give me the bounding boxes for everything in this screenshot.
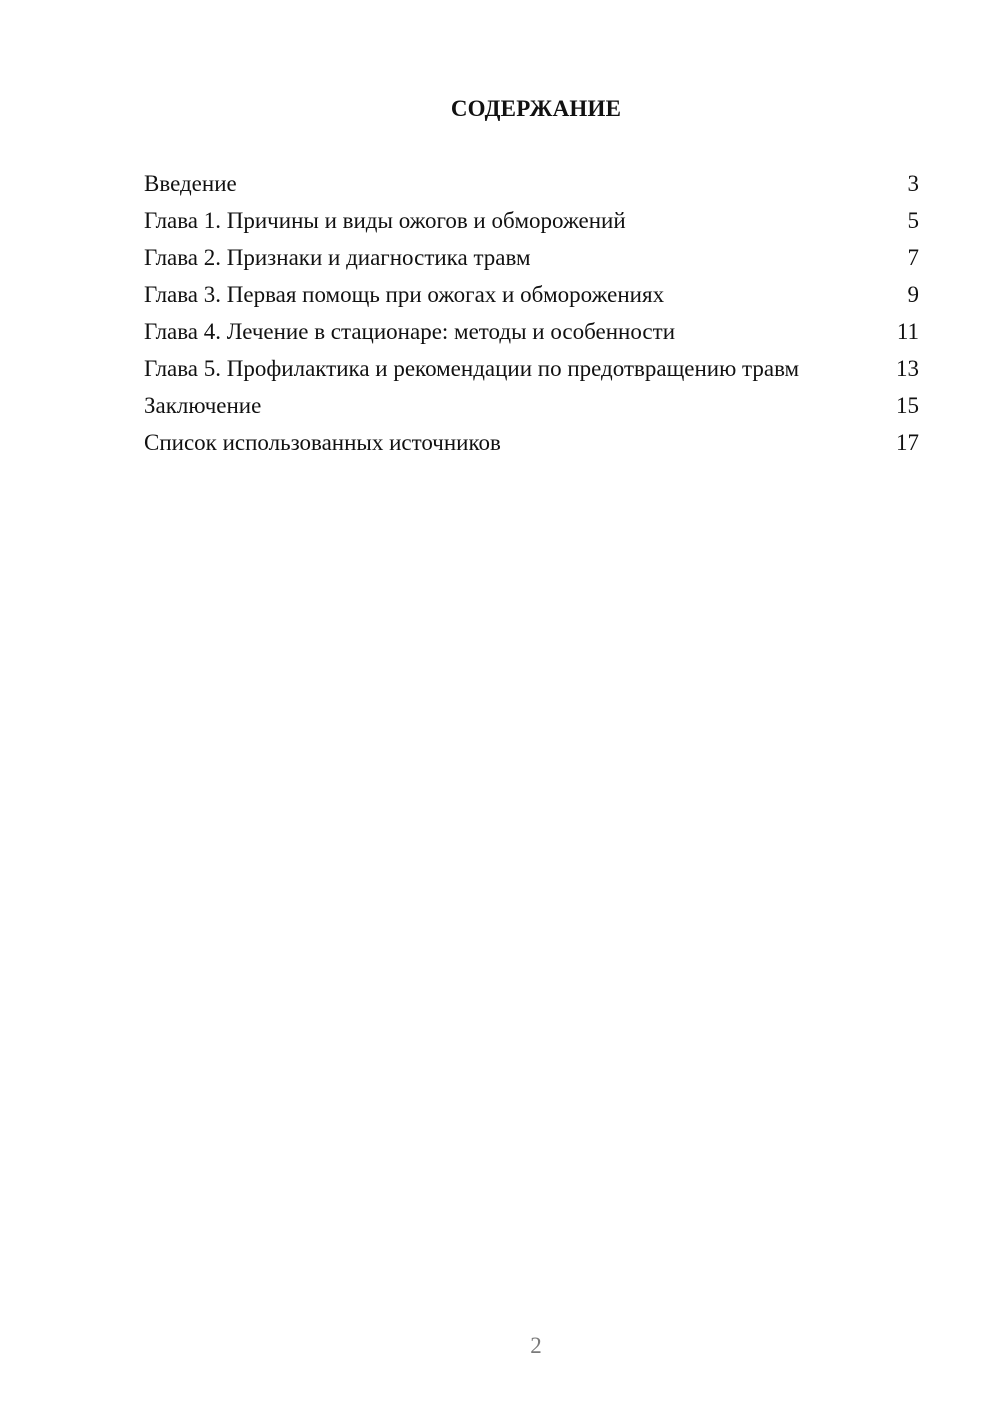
toc-entry-label: Глава 1. Причины и виды ожогов и обморожений <box>144 208 626 233</box>
toc-title: СОДЕРЖАНИЕ <box>450 96 622 121</box>
toc-entry-page: 17 <box>896 430 919 455</box>
table-of-contents <box>144 170 919 466</box>
toc-entry <box>144 429 919 457</box>
toc-entry-label: Заключение <box>144 393 262 418</box>
toc-entry-page: 15 <box>896 393 919 418</box>
toc-entry-page: 13 <box>896 356 919 381</box>
toc-entry-label: Список использованных источников <box>144 430 501 455</box>
toc-entry-page: 11 <box>896 319 919 344</box>
toc-entry <box>144 244 919 272</box>
toc-entry <box>144 281 919 309</box>
toc-entry-label: Глава 2. Признаки и диагностика травм <box>144 245 531 270</box>
toc-entry-page: 9 <box>907 282 919 307</box>
toc-entry <box>144 392 919 420</box>
page-number: 2 <box>530 1333 542 1358</box>
toc-entry-label: Глава 4. Лечение в стационаре: методы и особенности <box>144 319 675 344</box>
toc-entry <box>144 318 919 346</box>
toc-entry <box>144 207 919 235</box>
toc-entry-page: 3 <box>907 171 919 196</box>
toc-entry-page: 5 <box>907 208 919 233</box>
toc-entry-page: 7 <box>907 245 919 270</box>
toc-entry-label: Глава 5. Профилактика и рекомендации по предотвращению травм <box>144 356 800 381</box>
toc-entry-label: Глава 3. Первая помощь при ожогах и обморожениях <box>144 282 665 307</box>
toc-entry <box>144 355 919 383</box>
toc-entry <box>144 170 919 198</box>
toc-entry-label: Введение <box>144 171 237 196</box>
